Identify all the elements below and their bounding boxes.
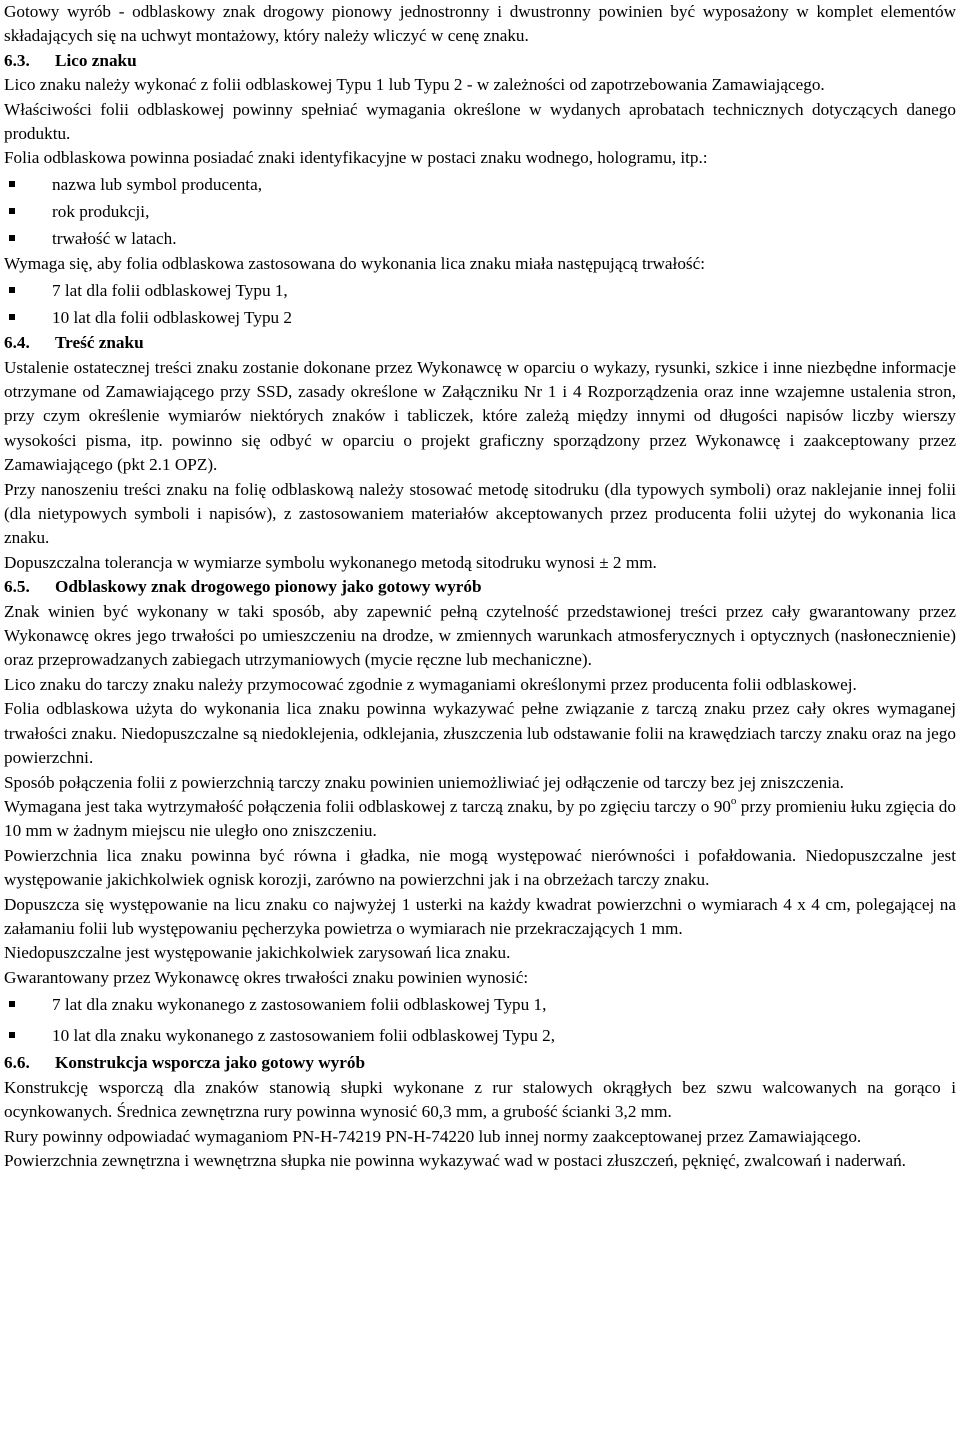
list-item: 7 lat dla folii odblaskowej Typu 1, (4, 277, 956, 304)
section-6-6-heading (4, 1051, 956, 1075)
bullet-list (4, 171, 956, 253)
bullet-list (4, 277, 956, 331)
intro-paragraph: Gotowy wyrób - odblaskowy znak drogowy pionowy jednostronny i dwustronny powinien być wyposażony w komplet elementów składających się na uchwyt montażowy, który należy wliczyć w cenę znaku. (4, 2, 956, 46)
paragraph: Powierzchnia zewnętrzna i wewnętrzna słupka nie powinna wykazywać wad w postaci złuszczeń, pęknięć, zwalcowań i naderwań. (4, 1150, 906, 1170)
paragraph: Dopuszcza się występowanie na licu znaku co najwyżej 1 usterki na każdy kwadrat powierzchni o wymiarach 4 x 4 cm, polegającej na załamaniu folii lub występowaniu pęcherzyka powietrza o wymiarach nie przekraczających 1 mm. (4, 894, 956, 938)
section-number: 6.4. (4, 333, 30, 353)
paragraph: Dopuszczalna tolerancja w wymiarze symbolu wykonanego metodą sitodruku wynosi ± 2 mm. (4, 552, 657, 572)
paragraph: Folia odblaskowa powinna posiadać znaki identyfikacyjne w postaci znaku wodnego, hologramu, itp.: (4, 148, 708, 168)
bullet-square-icon (9, 1032, 15, 1038)
bullet-square-icon (9, 287, 15, 293)
list-item: rok produkcji, (4, 198, 956, 225)
list-item: nazwa lub symbol producenta, (4, 171, 956, 198)
bullet-square-icon (9, 314, 15, 320)
section-number: 6.3. (4, 50, 30, 70)
section-6-4-heading (4, 331, 956, 355)
paragraph: Niedopuszczalne jest występowanie jakichkolwiek zarysowań lica znaku. (4, 943, 511, 963)
section-number: 6.6. (4, 1053, 30, 1073)
paragraph: Właściwości folii odblaskowej powinny spełniać wymagania określone w wydanych aprobatach technicznych dotyczących danego produktu. (4, 99, 956, 144)
list-item: 10 lat dla znaku wykonanego z zastosowaniem folii odblaskowej Typu 2, (4, 1021, 956, 1052)
paragraph: Folia odblaskowa użyta do wykonania lica znaku powinna wykazywać pełne związanie z tarczą znaku przez cały okres wymaganej trwałości znaku. Niedopuszczalne są niedoklejenia, odklejania, złuszczenia lub odstawanie folii na krawędziach tarczy znaku oraz na jego powierzchni. (4, 699, 956, 768)
list-item: 7 lat dla znaku wykonanego z zastosowaniem folii odblaskowej Typu 1, (4, 990, 956, 1021)
paragraph: Lico znaku należy wykonać z folii odblaskowej Typu 1 lub Typu 2 - w zależności od zapotrzebowania Zamawiającego. (4, 75, 825, 95)
bullet-square-icon (9, 235, 15, 241)
list-item: trwałość w latach. (4, 225, 956, 252)
paragraph: Wymaga się, aby folia odblaskowa zastosowana do wykonania lica znaku miała następującą trwałość: (4, 254, 706, 274)
paragraph: Gwarantowany przez Wykonawcę okres trwałości znaku powinien wynosić: (4, 967, 529, 987)
paragraph: Konstrukcję wsporczą dla znaków stanowią słupki wykonane z rur stalowych okrągłych bez szwu walcowanych na gorąco i ocynkowanych. Średnica zewnętrzna rury powinna wynosić 60,3 mm, a grubość ścianki 3,2 mm. (4, 1077, 956, 1122)
section-title: Odblaskowy znak drogowego pionowy jako gotowy wyrób (55, 577, 482, 597)
section-title: Treść znaku (55, 333, 144, 353)
bullet-list (4, 990, 956, 1051)
paragraph: Znak winien być wykonany w taki sposób, aby zapewnić pełną czytelność przedstawionej treści przez cały gwarantowany przez Wykonawcę okres jego trwałości po umieszczeniu na drodze, w zmiennych warunkach atmosferycznych i optycznych (nasłonecznienie) oraz przeprowadzanych zabiegach utrzymaniowych (mycie ręczne lub mechaniczne). (4, 601, 956, 670)
paragraph: Powierzchnia lica znaku powinna być równa i gładka, nie mogą występować nierówności i pofałdowania. Niedopuszczalne jest występowanie jakichkolwiek ognisk korozji, zarówno na powierzchni jak i na obrzeżach tarczy znaku. (4, 845, 956, 890)
section-number: 6.5. (4, 577, 30, 597)
bullet-square-icon (9, 208, 15, 214)
paragraph: Przy nanoszeniu treści znaku na folię odblaskową należy stosować metodę sitodruku (dla typowych symboli) oraz naklejanie innej folii (dla nietypowych symboli i napisów), z zastosowaniem materiałów akceptowanych przez producenta folii użytej do wykonania lica znaku. (4, 479, 956, 548)
section-title: Lico znaku (55, 50, 137, 70)
degree-superscript: o (730, 795, 737, 808)
paragraph: Ustalenie ostatecznej treści znaku zostanie dokonane przez Wykonawcę w oparciu o wykazy, rysunki, szkice i inne niezbędne informacje otrzymane od Zamawiającego przy SSD, zasady określone w Załączniku Nr 1 i 4 Rozporządzenia oraz inne wzajemne ustalenia stron, przy czym określenie wymiarów niektórych znaków i tabliczek, które zależą między innymi od długości napisów liczby wierszy wysokości pisma, itp. powinno się odbyć w oparciu o projekt graficzny sporządzony przez Wykonawcę i zaakceptowany przez Zamawiającego (pkt 2.1 OPZ). (4, 357, 956, 475)
paragraph: Rury powinny odpowiadać wymaganiom PN-H-74219 PN-H-74220 lub innej normy zaakceptowanej przez Zamawiającego. (4, 1126, 862, 1146)
paragraph: Lico znaku do tarczy znaku należy przymocować zgodnie z wymaganiami określonymi przez producenta folii odblaskowej. (4, 674, 857, 694)
section-6-3-heading (4, 49, 956, 73)
list-item: 10 lat dla folii odblaskowej Typu 2 (4, 304, 956, 331)
section-title: Konstrukcja wsporcza jako gotowy wyrób (55, 1053, 366, 1073)
paragraph: Wymagana jest taka wytrzymałość połączenia folii odblaskowej z tarczą znaku, by po zgięciu tarczy o 90$^o$ przy promieniu łuku zgięcia do 10 mm w żadnym miejscu nie uległo ono zniszczeniu. (4, 795, 956, 841)
bullet-square-icon (9, 1001, 15, 1007)
paragraph: Sposób połączenia folii z powierzchnią tarczy znaku powinien uniemożliwiać jej odłączenie od tarczy bez jej zniszczenia. (4, 772, 844, 792)
section-6-5-heading (4, 575, 956, 599)
bullet-square-icon (9, 181, 15, 187)
